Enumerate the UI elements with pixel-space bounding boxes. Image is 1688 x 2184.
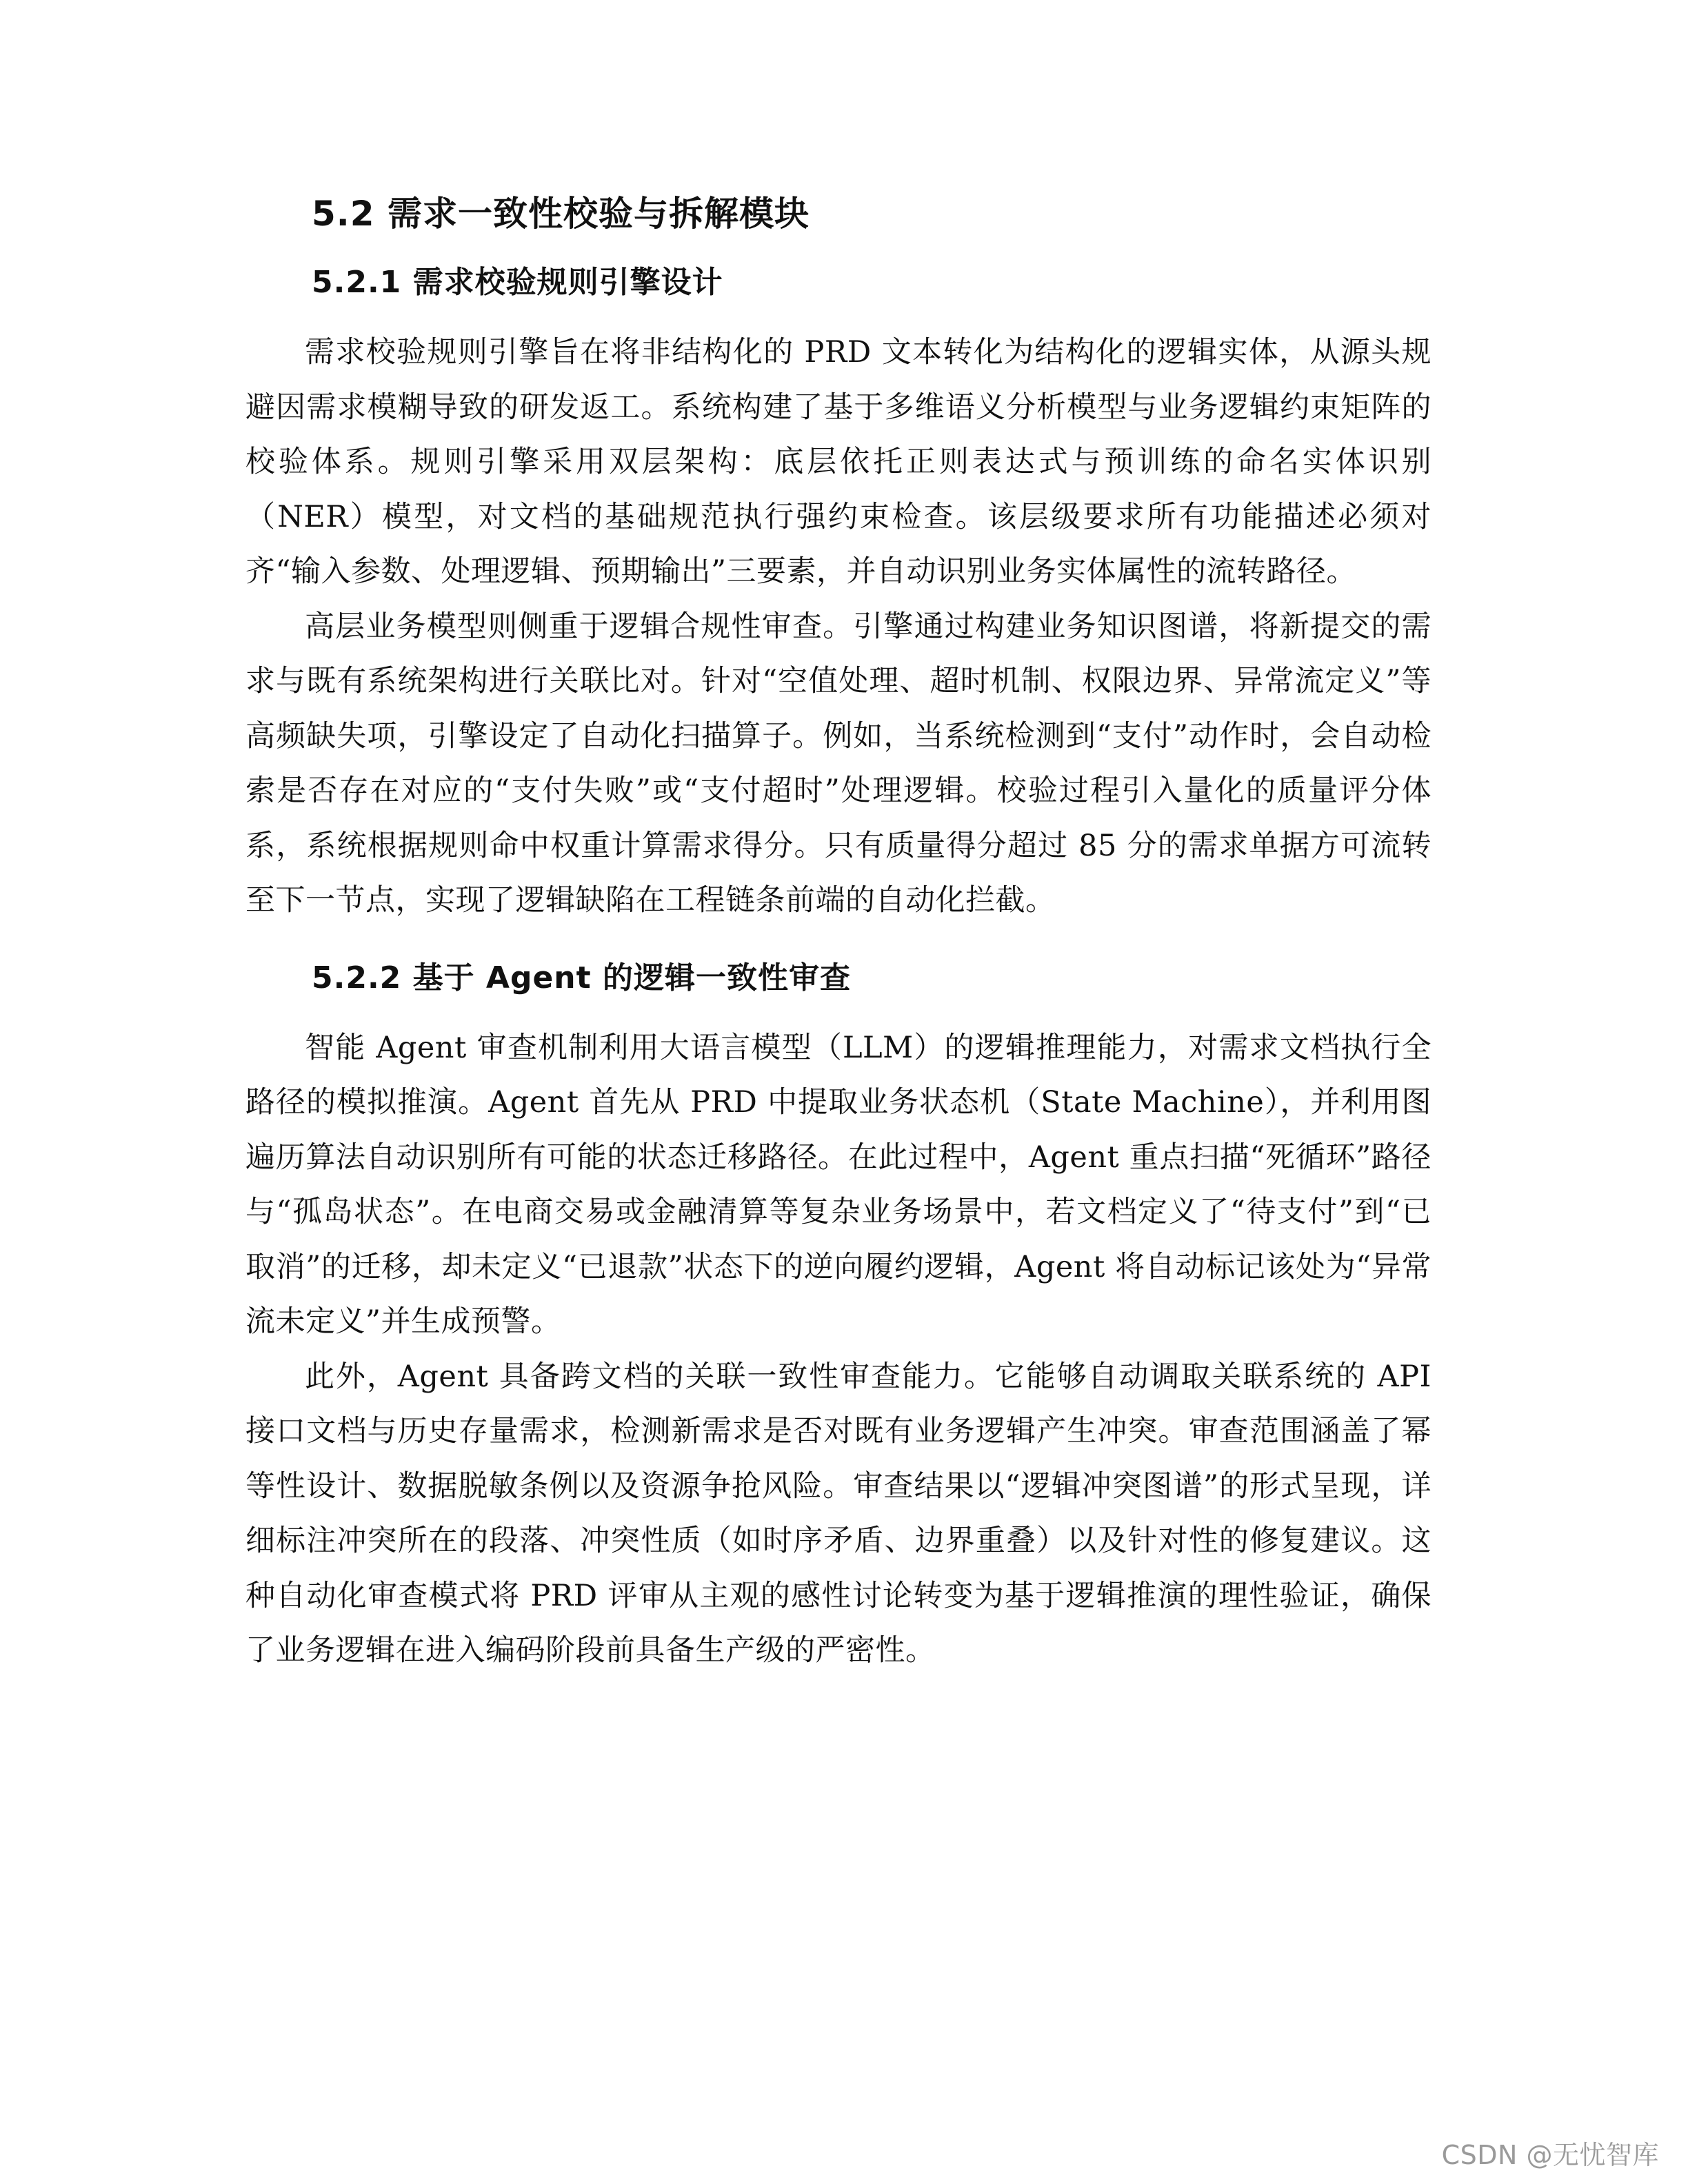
paragraph: 智能 Agent 审查机制利用大语言模型（LLM）的逻辑推理能力，对需求文档执行全路径的模拟推演。Agent 首先从 PRD 中提取业务状态机（State Machine），并利用图遍历算法自动识别所有可能的状态迁移路径。在此过程中，Agent 重点扫描“死循环”路径与“孤岛状态”。在电商交易或金融清算等复杂业务场景中，若文档定义了“待支付”到“已取消”的迁移，却未定义“已退款”状态下的逆向履约逻辑，Agent 将自动标记该处为“异常流未定义”并生成预警。 (245, 1030, 1431, 1339)
subsection-heading: 5.2.2 基于 Agent 的逻辑一致性审查 (312, 960, 851, 995)
paragraph: 高层业务模型则侧重于逻辑合规性审查。引擎通过构建业务知识图谱，将新提交的需求与既有系统架构进行关联比对。针对“空值处理、超时机制、权限边界、异常流定义”等高频缺失项，引擎设定了自动化扫描算子。例如，当系统检测到“支付”动作时，会自动检索是否存在对应的“支付失败”或“支付超时”处理逻辑。校验过程引入量化的质量评分体系，系统根据规则命中权重计算需求得分。只有质量得分超过 85 分的需求单据方可流转至下一节点，实现了逻辑缺陷在工程链条前端的自动化拦截。 (245, 609, 1431, 918)
section-heading: 5.2 需求一致性校验与拆解模块 (312, 194, 810, 234)
subsection-agent-review (245, 952, 1431, 1679)
paragraph: 此外，Agent 具备跨文档的关联一致性审查能力。它能够自动调取关联系统的 API 接口文档与历史存量需求，检测新需求是否对既有业务逻辑产生冲突。审查范围涵盖了幂等性设计、数据脱敏条例以及资源争抢风险。审查结果以“逻辑冲突图谱”的形式呈现，详细标注冲突所在的段落、冲突性质（如时序矛盾、边界重叠）以及针对性的修复建议。这种自动化审查模式将 PRD 评审从主观的感性讨论转变为基于逻辑推演的理性验证，确保了业务逻辑在进入编码阶段前具备生产级的严密性。 (245, 1359, 1431, 1668)
subsection-rule-engine (245, 256, 1431, 929)
subsection-heading: 5.2.1 需求校验规则引擎设计 (312, 265, 723, 300)
watermark: CSDN @无忧智库 (1441, 2140, 1659, 2170)
document-body (245, 186, 1431, 1679)
paragraph: 需求校验规则引擎旨在将非结构化的 PRD 文本转化为结构化的逻辑实体，从源头规避因需求模糊导致的研发返工。系统构建了基于多维语义分析模型与业务逻辑约束矩阵的校验体系。规则引擎采用双层架构：底层依托正则表达式与预训练的命名实体识别（NER）模型，对文档的基础规范执行强约束检查。该层级要求所有功能描述必须对齐“输入参数、处理逻辑、预期输出”三要素，并自动识别业务实体属性的流转路径。 (245, 335, 1431, 589)
